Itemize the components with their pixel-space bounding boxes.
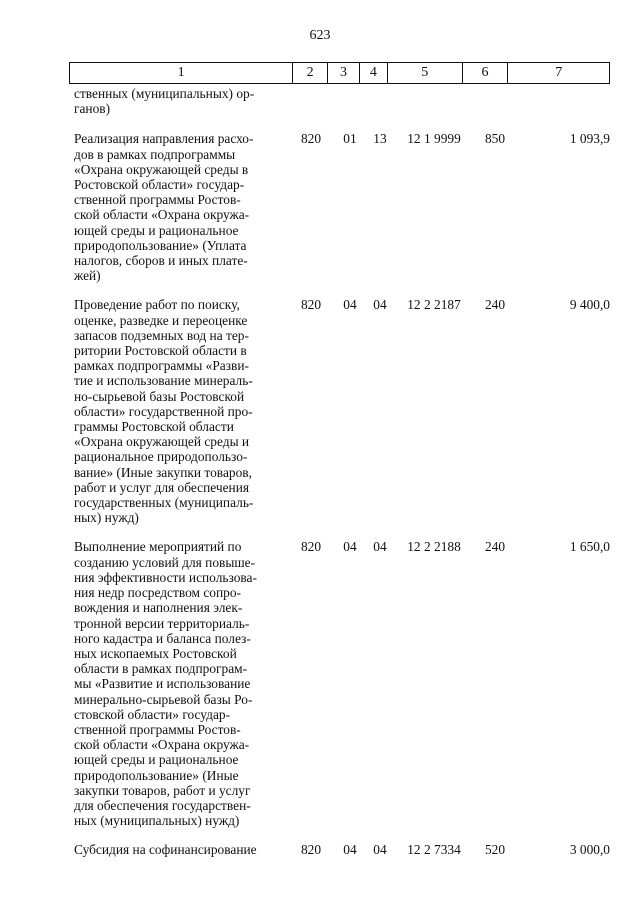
description-line: ных ископаемых Ростовской xyxy=(74,645,237,661)
description-line: области» государственной про- xyxy=(74,403,253,419)
target-article-code: 12 2 7334 xyxy=(407,842,461,858)
description-line: ственной программы Ростов- xyxy=(74,721,241,737)
description-line: ного кадастра и баланса полез- xyxy=(74,630,251,646)
subsection-code: 13 xyxy=(373,131,387,147)
section-code: 04 xyxy=(343,539,357,555)
description-line: ния эффективности использова- xyxy=(74,569,257,585)
target-article-code: 12 1 9999 xyxy=(407,131,461,147)
description-line: стовской области» государ- xyxy=(74,706,231,722)
description-line: ганов) xyxy=(74,101,111,117)
table-row xyxy=(74,297,610,525)
description-line: тие и использование минераль- xyxy=(74,373,253,389)
description-line: тронной версии территориаль- xyxy=(74,615,250,631)
table-row xyxy=(74,86,610,116)
amount: 1 650,0 xyxy=(569,539,610,555)
description-line: но-сырьевой базы Ростовской xyxy=(74,388,245,404)
description-line: созданию условий для повыше- xyxy=(74,554,256,570)
table-row xyxy=(74,842,610,857)
description-line: граммы Ростовской области xyxy=(74,419,234,435)
description-line: работ и услуг для обеспечения xyxy=(74,479,250,495)
row-description xyxy=(74,131,286,283)
header-col-2: 2 xyxy=(293,63,328,83)
description-line: природопользование» (Иные xyxy=(74,767,239,783)
expense-type-code: 240 xyxy=(484,539,506,555)
header-col-5: 5 xyxy=(388,63,463,83)
description-line: ния недр посредством сопро- xyxy=(74,585,241,601)
description-line: «Охрана окружающей среды и xyxy=(74,434,250,450)
admin-code: 820 xyxy=(300,131,322,147)
section-code: 04 xyxy=(343,297,357,313)
description-line: вание» (Иные закупки товаров, xyxy=(74,464,252,480)
table-header xyxy=(69,62,610,84)
description-line: рамках подпрограммы «Разви- xyxy=(74,358,249,374)
description-line: минерально-сырьевой базы Ро- xyxy=(74,691,253,707)
row-description xyxy=(74,86,286,116)
amount: 9 400,0 xyxy=(569,297,610,313)
description-line: природопользование» (Уплата xyxy=(74,237,247,253)
row-description xyxy=(74,842,286,857)
amount: 1 093,9 xyxy=(569,131,610,147)
description-line: ственной программы Ростов- xyxy=(74,192,241,208)
description-line: жей) xyxy=(74,268,101,284)
admin-code: 820 xyxy=(300,842,322,858)
description-line: ных (муниципальных) нужд) xyxy=(74,813,240,829)
description-line: рациональное природопользо- xyxy=(74,449,248,465)
row-description xyxy=(74,539,286,828)
description-line: для обеспечения государствен- xyxy=(74,797,251,813)
description-line: вождения и наполнения элек- xyxy=(74,600,243,616)
target-article-code: 12 2 2187 xyxy=(407,297,461,313)
description-line: Субсидия на софинансирование xyxy=(74,842,257,858)
expense-type-code: 850 xyxy=(484,131,506,147)
description-line: области в рамках подпрограм- xyxy=(74,661,248,677)
section-code: 04 xyxy=(343,842,357,858)
header-col-4: 4 xyxy=(360,63,388,83)
table-body xyxy=(74,86,610,858)
description-line: государственных (муниципаль- xyxy=(74,495,254,511)
table-row xyxy=(74,539,610,828)
description-line: мы «Развитие и использование xyxy=(74,676,251,692)
description-line: ных) нужд) xyxy=(74,510,139,526)
description-line: «Охрана окружающей среды в xyxy=(74,161,249,177)
description-line: ющей среды и рациональное xyxy=(74,222,239,238)
description-line: Ростовской области» государ- xyxy=(74,177,245,193)
description-line: оценке, разведке и переоценке xyxy=(74,312,248,328)
description-line: Проведение работ по поиску, xyxy=(74,297,240,313)
description-line: налогов, сборов и иных плате- xyxy=(74,253,248,269)
header-col-3: 3 xyxy=(328,63,360,83)
description-line: дов в рамках подпрограммы xyxy=(74,146,236,162)
admin-code: 820 xyxy=(300,539,322,555)
target-article-code: 12 2 2188 xyxy=(407,539,461,555)
description-line: Выполнение мероприятий по xyxy=(74,539,242,555)
expense-type-code: 240 xyxy=(484,297,506,313)
page-number: 623 xyxy=(309,28,331,43)
header-col-7: 7 xyxy=(555,65,563,80)
description-line: запасов подземных вод на тер- xyxy=(74,327,249,343)
header-col-1: 1 xyxy=(70,63,293,83)
description-line: ственных (муниципальных) ор- xyxy=(74,86,255,101)
subsection-code: 04 xyxy=(373,297,387,313)
admin-code: 820 xyxy=(300,297,322,313)
header-col-6: 6 xyxy=(463,63,509,83)
table-row xyxy=(74,131,610,283)
expense-type-code: 520 xyxy=(484,842,506,858)
description-line: ющей среды и рациональное xyxy=(74,752,239,768)
description-line: закупки товаров, работ и услуг xyxy=(74,782,251,798)
description-line: ритории Ростовской области в xyxy=(74,343,247,359)
subsection-code: 04 xyxy=(373,842,387,858)
description-line: ской области «Охрана окружа- xyxy=(74,207,250,223)
amount: 3 000,0 xyxy=(569,842,610,858)
description-line: Реализация направления расхо- xyxy=(74,131,254,147)
description-line: ской области «Охрана окружа- xyxy=(74,737,250,753)
row-description xyxy=(74,297,286,525)
section-code: 01 xyxy=(343,131,357,147)
subsection-code: 04 xyxy=(373,539,387,555)
